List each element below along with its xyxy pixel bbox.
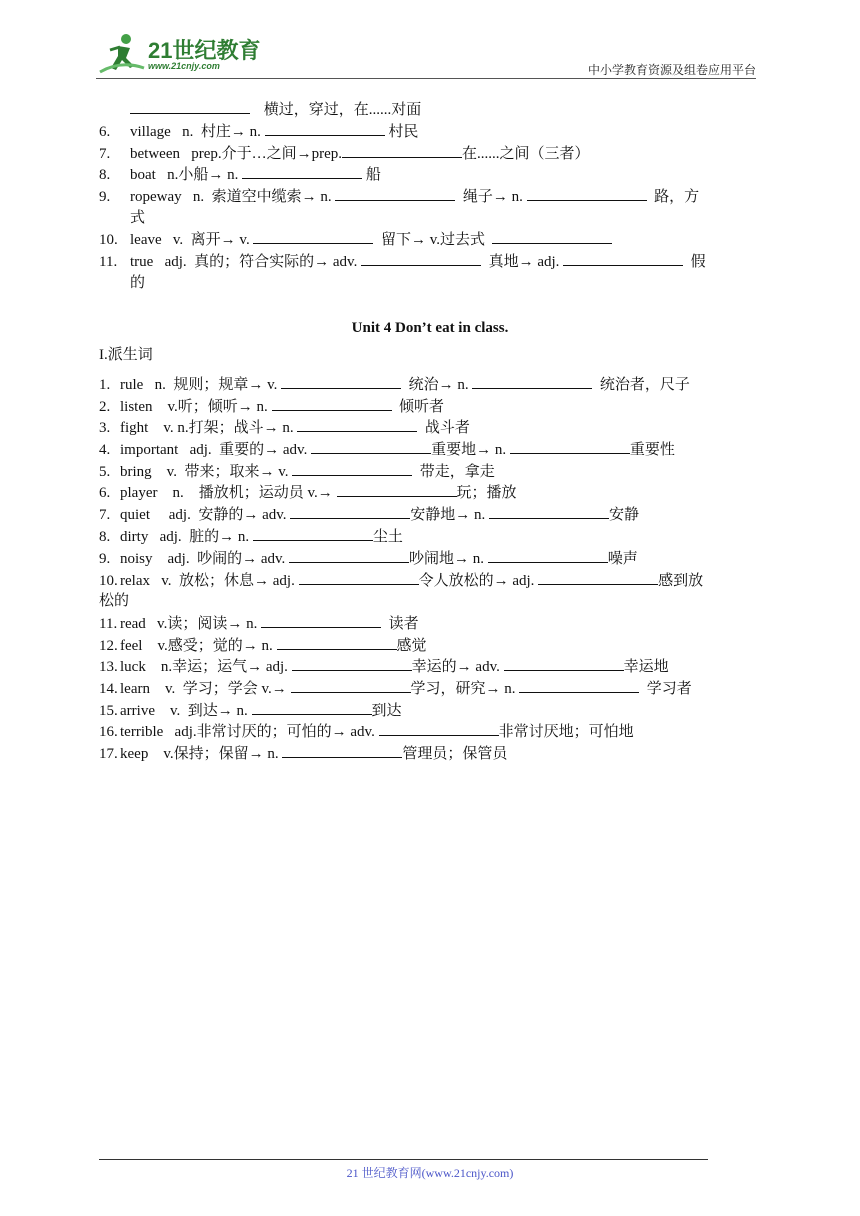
answer-blank[interactable] xyxy=(272,396,392,411)
answer-blank[interactable] xyxy=(472,374,592,389)
answer-blank[interactable] xyxy=(361,251,481,266)
item-text: dirty adj. 脏的→ n. xyxy=(120,529,253,545)
item-text: 统治者，尺子 xyxy=(592,377,690,393)
answer-blank[interactable] xyxy=(242,164,362,179)
item-number: 15. xyxy=(99,703,118,719)
item-text: luck n.幸运；运气→ adj. xyxy=(120,659,292,675)
answer-blank[interactable] xyxy=(252,700,372,715)
item-text: 幸运地 xyxy=(623,659,669,675)
item-number: 8. xyxy=(99,529,111,545)
unit-title: Unit 4 Don’t eat in class. xyxy=(351,320,509,336)
item-number: 6. xyxy=(99,124,111,140)
answer-blank[interactable] xyxy=(291,678,411,693)
answer-blank[interactable] xyxy=(282,743,402,758)
item-text: quiet adj. 安静的→ adv. xyxy=(120,507,291,523)
vocab-item xyxy=(99,504,639,527)
item-text: 重要性 xyxy=(629,442,675,458)
vocab-item xyxy=(99,186,699,209)
answer-blank[interactable] xyxy=(289,548,409,563)
item-text: 带走，拿走 xyxy=(412,464,495,480)
item-text: 幸运的→ adv. xyxy=(411,659,504,675)
vocab-item xyxy=(99,417,470,440)
answer-blank[interactable] xyxy=(292,656,412,671)
answer-blank[interactable] xyxy=(292,461,412,476)
item-text: keep v.保持；保留→ n. xyxy=(120,746,283,762)
vocab-item xyxy=(99,143,590,166)
item-text: player n. 播放机；运动员 v.→ xyxy=(120,485,337,501)
item-number: 6. xyxy=(99,485,111,501)
logo-url: www.21cnjy.com xyxy=(148,61,220,71)
answer-blank[interactable] xyxy=(281,374,401,389)
item-text: 管理员；保管员 xyxy=(402,746,508,762)
item-text: village n. 村庄→ n. xyxy=(130,124,265,140)
vocab-item xyxy=(99,721,634,744)
vocab-item xyxy=(99,526,403,549)
item-text: 战斗者 xyxy=(417,420,470,436)
item-continuation: 式 xyxy=(130,210,146,226)
answer-blank[interactable] xyxy=(265,121,385,136)
answer-blank[interactable] xyxy=(277,635,397,650)
vocab-item xyxy=(99,678,692,701)
item-text: 安静地→ n. xyxy=(410,507,490,523)
answer-blank[interactable] xyxy=(492,229,612,244)
answer-blank[interactable] xyxy=(253,526,373,541)
answer-blank[interactable] xyxy=(489,504,609,519)
vocab-item xyxy=(99,164,381,187)
item-text: read v.读；阅读→ n. xyxy=(120,616,262,632)
item-number: 12. xyxy=(99,638,118,654)
item-number: 4. xyxy=(99,442,111,458)
item-number: 8. xyxy=(99,167,111,183)
platform-name: 中小学教育资源及组卷应用平台 xyxy=(587,63,756,77)
item-number: 10. xyxy=(99,573,118,589)
vocab-item xyxy=(99,613,419,636)
item-text: learn v. 学习；学会 v.→ xyxy=(120,681,291,697)
item-text: leave v. 离开→ v. xyxy=(130,232,254,248)
vocab-item xyxy=(99,396,444,419)
item-text: 船 xyxy=(362,167,381,183)
answer-blank[interactable] xyxy=(504,656,624,671)
answer-blank[interactable] xyxy=(290,504,410,519)
vocab-item xyxy=(99,374,690,397)
item-text: 玩；播放 xyxy=(456,485,517,501)
item-text: 留下→ v.过去式 xyxy=(373,232,493,248)
answer-blank[interactable] xyxy=(519,678,639,693)
answer-blank[interactable] xyxy=(527,186,647,201)
footer-text: 21 世纪教育网(www.21cnjy.com) xyxy=(346,1166,514,1180)
answer-blank[interactable] xyxy=(261,613,381,628)
item-text: fight v. n.打架；战斗→ n. xyxy=(120,420,298,436)
item-number: 2. xyxy=(99,399,111,415)
site-logo xyxy=(96,32,146,76)
item-text: 学习者 xyxy=(639,681,692,697)
item-number: 7. xyxy=(99,507,111,523)
vocab-item xyxy=(99,743,507,766)
item-number: 11. xyxy=(99,254,118,270)
answer-blank[interactable] xyxy=(488,548,608,563)
answer-blank[interactable] xyxy=(563,251,683,266)
item-number: 9. xyxy=(99,189,111,205)
header-divider xyxy=(96,78,756,79)
vocab-item xyxy=(99,229,612,252)
item-text: 倾听者 xyxy=(391,399,445,415)
runner-logo-icon xyxy=(96,32,146,76)
page-header xyxy=(96,32,756,80)
item-text: important adj. 重要的→ adv. xyxy=(120,442,312,458)
item-text: 吵闹地→ n. xyxy=(409,551,488,567)
item-number: 9. xyxy=(99,551,111,567)
item-text: rule n. 规则；规章→ v. xyxy=(120,377,282,393)
item-text: 村民 xyxy=(384,124,419,140)
answer-blank[interactable] xyxy=(510,439,630,454)
answer-blank[interactable] xyxy=(379,721,499,736)
answer-blank[interactable] xyxy=(342,143,462,158)
item-text: noisy adj. 吵闹的→ adv. xyxy=(120,551,290,567)
item-number: 3. xyxy=(99,420,111,436)
item-text: 噪声 xyxy=(607,551,638,567)
item-number: 1. xyxy=(99,377,111,393)
continuation-text: 横过，穿过，在......对面 xyxy=(263,102,422,118)
item-text: 安静 xyxy=(609,507,640,523)
item-text: 重要地→ n. xyxy=(431,442,510,458)
answer-blank[interactable] xyxy=(311,439,431,454)
item-text: 感到放 xyxy=(658,573,704,589)
vocab-item xyxy=(99,482,517,505)
item-number: 16. xyxy=(99,724,118,740)
item-text: listen v.听；倾听→ n. xyxy=(120,399,272,415)
item-text: ropeway n. 索道空中缆索→ n. xyxy=(130,189,336,205)
item-text: 在......之间（三者） xyxy=(462,146,590,162)
item-text: arrive v. 到达→ n. xyxy=(120,703,252,719)
item-number: 13. xyxy=(99,659,118,675)
item-text: 真地→ adj. xyxy=(481,254,564,270)
item-number: 11. xyxy=(99,616,118,632)
item-text: 统治→ n. xyxy=(401,377,473,393)
item-text: 路，方 xyxy=(646,189,700,205)
vocab-item xyxy=(99,548,638,571)
answer-blank[interactable] xyxy=(538,570,658,585)
item-text: between prep.介于…之间→prep. xyxy=(130,146,343,162)
item-text: true adj. 真的；符合实际的→ adv. xyxy=(130,254,362,270)
vocab-item xyxy=(99,251,706,274)
item-number: 10. xyxy=(99,232,118,248)
answer-blank[interactable] xyxy=(297,417,417,432)
vocab-item xyxy=(99,439,675,462)
section-title: I.派生词 xyxy=(99,347,153,363)
item-continuation: 松的 xyxy=(99,593,130,609)
vocab-item xyxy=(99,121,418,144)
answer-blank[interactable] xyxy=(299,570,419,585)
answer-blank[interactable] xyxy=(253,229,373,244)
item-text: 学习，研究→ n. xyxy=(410,681,520,697)
answer-blank[interactable] xyxy=(337,482,457,497)
item-number: 17. xyxy=(99,746,118,762)
logo-text: 21世纪教育 xyxy=(148,38,261,63)
item-text: 读者 xyxy=(381,616,419,632)
vocab-item xyxy=(99,635,427,658)
item-text: 感觉 xyxy=(396,638,427,654)
item-text: 令人放松的→ adj. xyxy=(418,573,539,589)
item-number: 7. xyxy=(99,146,111,162)
item-text: boat n.小船→ n. xyxy=(130,167,243,183)
vocab-item xyxy=(99,700,402,723)
item-continuation: 的 xyxy=(130,275,146,291)
item-text: 绳子→ n. xyxy=(455,189,527,205)
continuation-line xyxy=(130,99,421,122)
vocab-item xyxy=(99,461,495,484)
vocab-item xyxy=(99,570,703,593)
item-text: bring v. 带来；取来→ v. xyxy=(120,464,293,480)
item-text: 尘土 xyxy=(372,529,403,545)
answer-blank[interactable] xyxy=(335,186,455,201)
item-text: terrible adj.非常讨厌的；可怕的→ adv. xyxy=(120,724,379,740)
item-text: 假 xyxy=(683,254,706,270)
item-number: 5. xyxy=(99,464,111,480)
item-number: 14. xyxy=(99,681,118,697)
item-text: relax v. 放松；休息→ adj. xyxy=(120,573,299,589)
item-text: 非常讨厌地；可怕地 xyxy=(498,724,634,740)
item-text: feel v.感受；觉的→ n. xyxy=(120,638,277,654)
item-text: 到达 xyxy=(371,703,402,719)
footer-divider xyxy=(99,1159,708,1160)
vocab-item xyxy=(99,656,669,679)
answer-blank xyxy=(130,99,250,114)
